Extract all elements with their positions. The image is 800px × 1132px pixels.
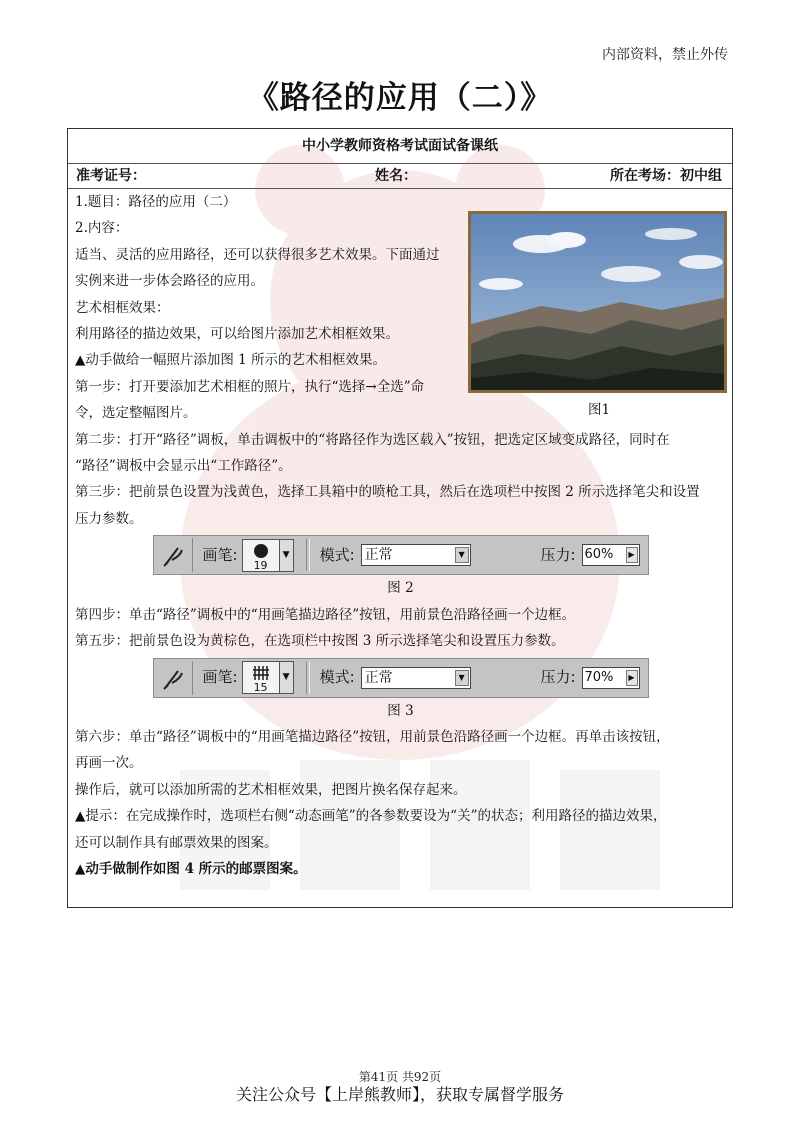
- page-number: 第41页 共92页: [358, 1070, 442, 1084]
- brush-label: 画笔:: [202, 668, 238, 687]
- chevron-right-icon: ▶: [626, 670, 638, 686]
- confidential-notice: 内部资料，禁止外传: [602, 47, 728, 63]
- brush-size: 19: [253, 558, 268, 572]
- candidate-info-row: [68, 164, 732, 189]
- landscape-image: [471, 214, 724, 390]
- topic-line: 1.题目：路径的应用（二）: [75, 194, 237, 210]
- tip-line-1: ▲提示：在完成操作时，选项栏右侧“动态画笔”的各参数要设为“关”的状态；利用路径的描边效果，: [75, 808, 667, 825]
- chevron-down-icon: ▼: [455, 547, 469, 563]
- sheet-header: 中小学教师资格考试面试备课纸: [68, 129, 732, 164]
- figure-1-caption: 图1: [587, 402, 611, 418]
- step-3-line-1: 第三步：把前景色设置为浅黄色，选择工具箱中的喷枪工具，然后在选项栏中按图 2 所示选择笔尖和设置: [75, 484, 700, 501]
- brush-dropdown-arrow[interactable]: ▼: [280, 539, 294, 572]
- brush-tip-swatch[interactable]: [242, 539, 280, 572]
- task-1: ▲动手做给一幅照片添加图 1 所示的艺术相框效果。: [75, 352, 387, 369]
- scatter-brush-tip-icon: [243, 662, 279, 682]
- intro-line-2: 实例来进一步体会路径的应用。: [75, 273, 264, 290]
- page-title: 《路径的应用（二）》: [247, 80, 553, 116]
- footer-call-to-action: 关注公众号【上岸熊教师】，获取专属督学服务: [235, 1085, 564, 1104]
- mode-label: 模式:: [319, 546, 355, 565]
- pressure-value: 70%: [584, 669, 614, 685]
- figure-3-caption: 图 3: [387, 702, 414, 719]
- step-5: 第五步：把前景色设为黄棕色，在选项栏中按图 3 所示选择笔尖和设置压力参数。: [75, 633, 565, 650]
- round-brush-tip-icon: [243, 540, 279, 560]
- figure-2-toolbar: [153, 535, 649, 575]
- pressure-label: 压力:: [540, 546, 576, 565]
- figure-3-toolbar: [153, 658, 649, 698]
- mode-label: 模式:: [319, 668, 355, 687]
- brush-size: 15: [253, 681, 268, 694]
- brush-dropdown-arrow[interactable]: ▼: [280, 661, 294, 694]
- pressure-field[interactable]: [582, 544, 640, 566]
- intro-line-1: 适当、灵活的应用路径，还可以获得很多艺术效果。下面通过: [75, 246, 440, 263]
- step-6-line-1: 第六步：单击“路径”调板中的“用画笔描边路径”按钮，用前景色沿路径画一个边框。再单击该按钮，: [75, 728, 670, 745]
- pressure-label: 压力:: [540, 668, 576, 687]
- step-3-line-2: 压力参数。: [75, 510, 143, 527]
- lesson-prep-sheet: [67, 128, 733, 908]
- exam-id-label: 准考证号：: [76, 168, 146, 184]
- tip-line-2: 还可以制作具有邮票效果的图案。: [75, 834, 278, 851]
- figure-1-photo: [468, 211, 727, 393]
- step-4: 第四步：单击“路径”调板中的“用画笔描边路径”按钮，用前景色沿路径画一个边框。: [75, 606, 576, 623]
- result-line: 操作后，就可以添加所需的艺术相框效果，把图片换名保存起来。: [75, 781, 467, 798]
- content-label: 2.内容：: [75, 220, 129, 237]
- airbrush-icon: [158, 538, 193, 572]
- step-1-line-2: 令，选定整幅图片。: [75, 405, 197, 422]
- mode-select[interactable]: [361, 544, 471, 566]
- frame-heading: 艺术相框效果：: [75, 299, 170, 316]
- task-2: ▲动手做制作如图 4 所示的邮票图案。: [75, 860, 307, 877]
- pressure-value: 60%: [584, 547, 614, 563]
- step-1-line-1: 第一步：打开要添加艺术相框的照片，执行“选择→全选”命: [75, 378, 425, 395]
- mode-value: 正常: [364, 669, 393, 686]
- lesson-content: [68, 189, 732, 882]
- step-2-line-1: 第二步：打开“路径”调板，单击调板中的“将路径作为选区载入”按钮，把选定区域变成路径，同时在: [75, 431, 670, 448]
- figure-2-caption: 图 2: [387, 580, 414, 597]
- toolbar-separator: [306, 662, 310, 694]
- toolbar-separator: [306, 539, 310, 571]
- airbrush-icon: [158, 661, 193, 695]
- pressure-field[interactable]: [582, 667, 640, 689]
- brush-label: 画笔:: [202, 546, 238, 565]
- frame-description: 利用路径的描边效果，可以给图片添加艺术相框效果。: [75, 326, 399, 343]
- brush-tip-swatch[interactable]: [242, 661, 280, 694]
- name-label: 姓名：: [375, 168, 417, 184]
- chevron-down-icon: ▼: [455, 670, 469, 686]
- step-6-line-2: 再画一次。: [75, 755, 143, 772]
- mode-value: 正常: [364, 547, 393, 564]
- mode-select[interactable]: [361, 667, 471, 689]
- chevron-right-icon: ▶: [626, 547, 638, 563]
- exam-site: 所在考场：初中组: [610, 168, 722, 184]
- step-2-line-2: “路径”调板中会显示出“工作路径”。: [75, 458, 292, 475]
